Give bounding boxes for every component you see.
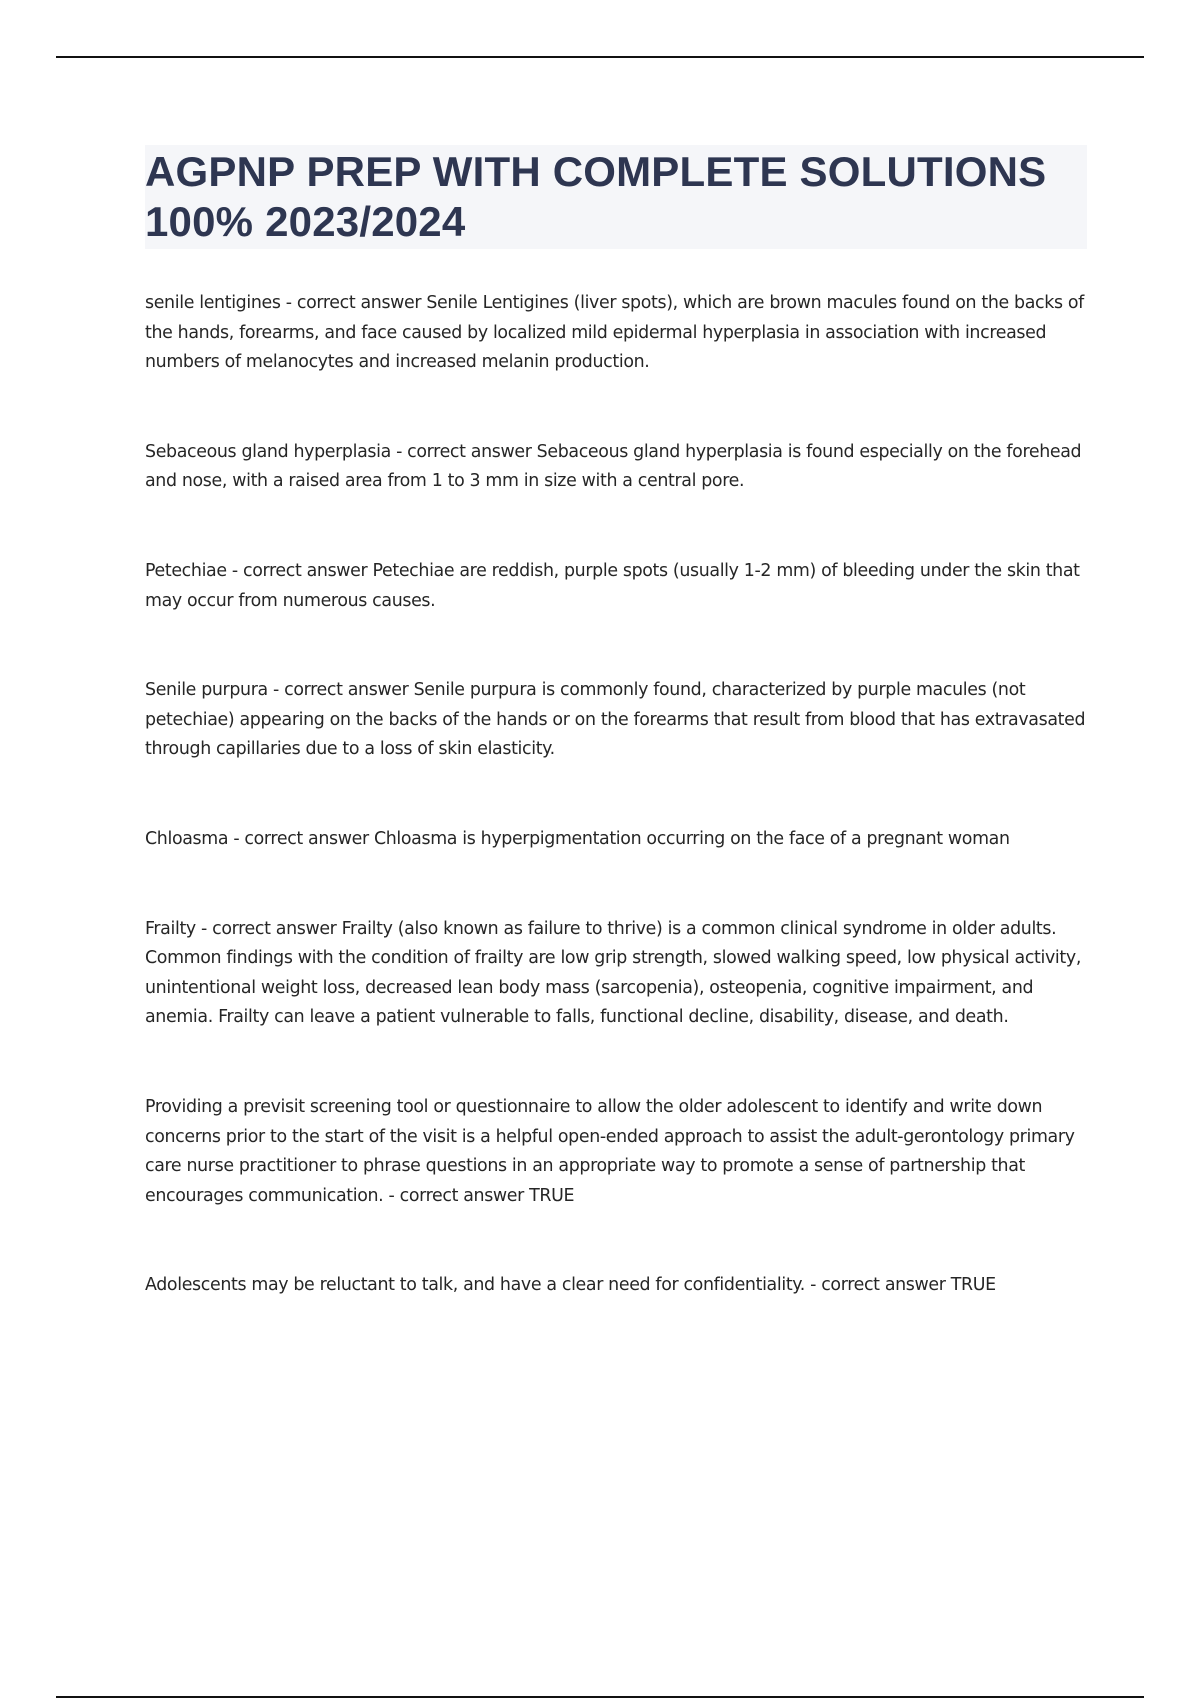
page-title: AGPNP PREP WITH COMPLETE SOLUTIONS 100% 2023/2024: [145, 148, 1047, 245]
qa-entry: Petechiae - correct answer Petechiae are reddish, purple spots (usually 1-2 mm) of bleeding under the skin that may occur from numerous causes.: [145, 560, 1080, 611]
qa-entry: Senile purpura - correct answer Senile purpura is commonly found, characterized by purple macules (not petechiae) appearing on the backs of the hands or on the forearms that result from blood that has extravasated through capillaries due to a loss of skin elasticity.: [145, 680, 1086, 760]
page-top-rule: [56, 56, 1144, 58]
qa-entry: Adolescents may be reluctant to talk, and have a clear need for confidentiality. - correct answer TRUE: [145, 1275, 996, 1296]
qa-entry: Chloasma - correct answer Chloasma is hyperpigmentation occurring on the face of a pregnant woman: [145, 828, 1010, 849]
qa-entry: Sebaceous gland hyperplasia - correct answer Sebaceous gland hyperplasia is found especially on the forehead and nose, with a raised area from 1 to 3 mm in size with a central pore.: [145, 441, 1082, 492]
qa-entry: Providing a previsit screening tool or questionnaire to allow the older adolescent to identify and write down concerns prior to the start of the visit is a helpful open-ended approach to assist the adult-gerontology primary care nurse practitioner to phrase questions in an appropriate way to promote a sense of partnership that encourages communication. - correct answer TRUE: [145, 1096, 1075, 1206]
page-bottom-rule: [56, 1696, 1144, 1698]
qa-entry: senile lentigines - correct answer Senile Lentigines (liver spots), which are brown macules found on the backs of the hands, forearms, and face caused by localized mild epidermal hyperplasia in association with increased numbers of melanocytes and increased melanin production.: [145, 293, 1084, 373]
qa-entry: Frailty - correct answer Frailty (also known as failure to thrive) is a common clinical syndrome in older adults. Common findings with the condition of frailty are low grip strength, slowed walking speed, low physical activity, unintentional weight loss, decreased lean body mass (sarcopenia), osteopenia, cognitive impairment, and anemia. Frailty can leave a patient vulnerable to falls, functional decline, disability, disease, and death.: [145, 918, 1082, 1028]
document-body: [145, 289, 1090, 1301]
title-block: [145, 145, 1087, 249]
